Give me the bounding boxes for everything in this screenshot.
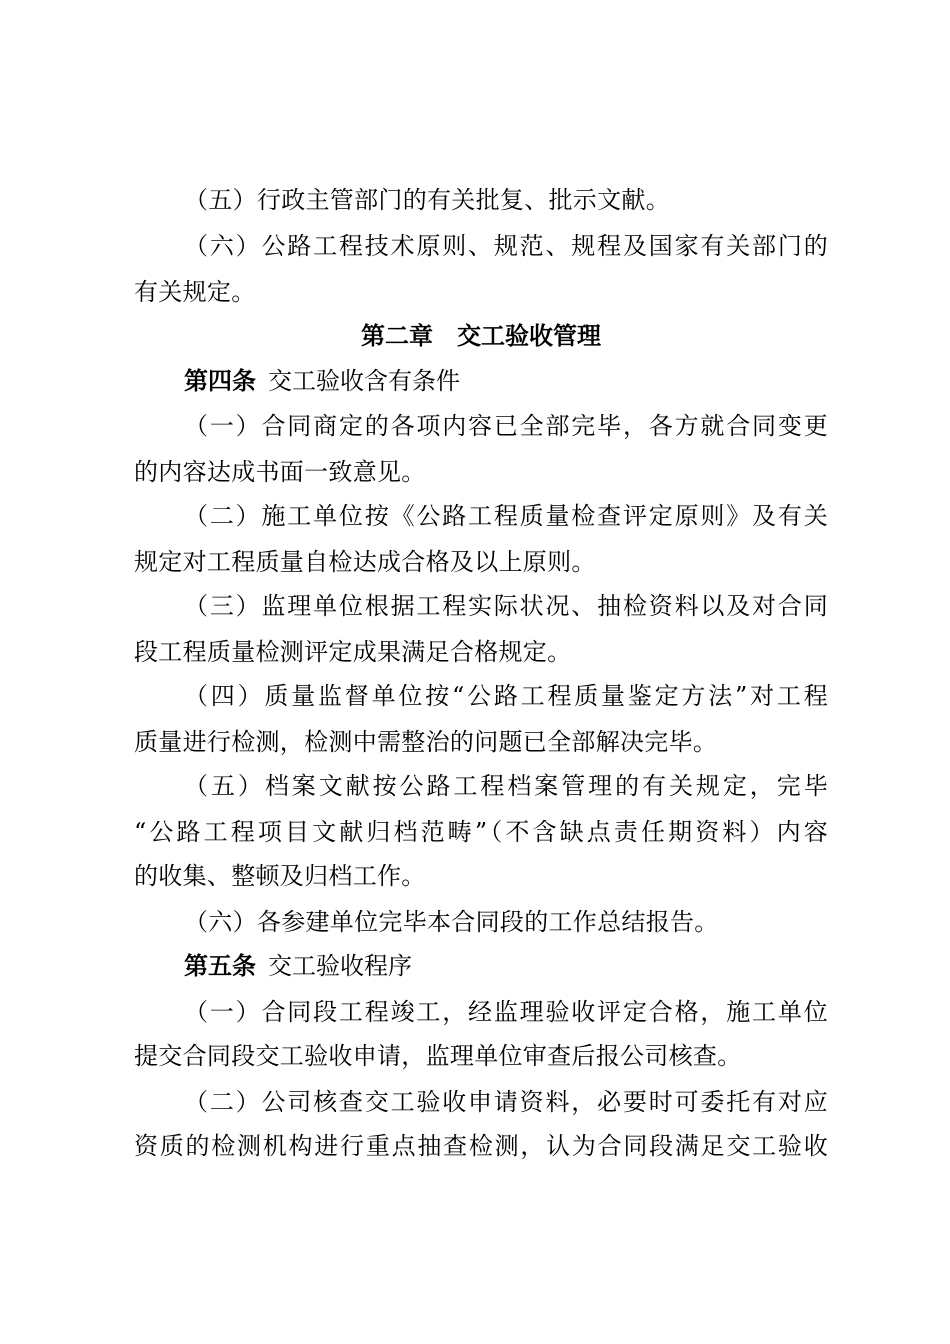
paragraph-line: （五）档案文献按公路工程档案管理的有关规定，完毕	[184, 772, 828, 800]
paragraph-line: （一）合同商定的各项内容已全部完毕，各方就合同变更	[184, 412, 828, 440]
paragraph-line: 质量进行检测，检测中需整治的问题已全部解决完毕。	[134, 728, 718, 756]
article-title: 交工验收含有条件	[268, 367, 460, 395]
article-heading	[184, 365, 828, 397]
paragraph-line: 资质的检测机构进行重点抽查检测，认为合同段满足交工验收	[134, 1132, 828, 1160]
paragraph-line: 段工程质量检测评定成果满足合格规定。	[134, 638, 572, 666]
paragraph-line: （六）公路工程技术原则、规范、规程及国家有关部门的	[184, 232, 828, 260]
article-number: 第五条	[184, 952, 256, 980]
paragraph-line: （六）各参建单位完毕本合同段的工作总结报告。	[184, 908, 719, 936]
article-number: 第四条	[184, 367, 256, 395]
article-title: 交工验收程序	[268, 952, 412, 980]
article-heading	[184, 950, 828, 982]
paragraph-line: “公路工程项目文献归档范畴”（不含缺点责任期资料）内容	[134, 818, 828, 846]
paragraph-line: （四）质量监督单位按“公路工程质量鉴定方法”对工程	[184, 682, 828, 710]
paragraph-line: （一）合同段工程竣工，经监理验收评定合格，施工单位	[184, 998, 828, 1026]
paragraph-line: 的收集、整顿及归档工作。	[134, 862, 426, 890]
paragraph-line: 提交合同段交工验收申请，监理单位审查后报公司核查。	[134, 1042, 742, 1070]
chapter-heading: 第二章 交工验收管理	[361, 322, 601, 350]
paragraph-line: 的内容达成书面一致意见。	[134, 458, 426, 486]
paragraph-line: （二）公司核查交工验收申请资料，必要时可委托有对应	[184, 1088, 828, 1116]
paragraph-line: （二）施工单位按《公路工程质量检查评定原则》及有关	[184, 502, 828, 530]
paragraph-line: 规定对工程质量自检达成合格及以上原则。	[134, 548, 596, 576]
paragraph-line: （五）行政主管部门的有关批复、批示文献。	[184, 186, 670, 214]
paragraph-line: （三）监理单位根据工程实际状况、抽检资料以及对合同	[184, 592, 828, 620]
paragraph-line: 有关规定。	[134, 278, 256, 306]
